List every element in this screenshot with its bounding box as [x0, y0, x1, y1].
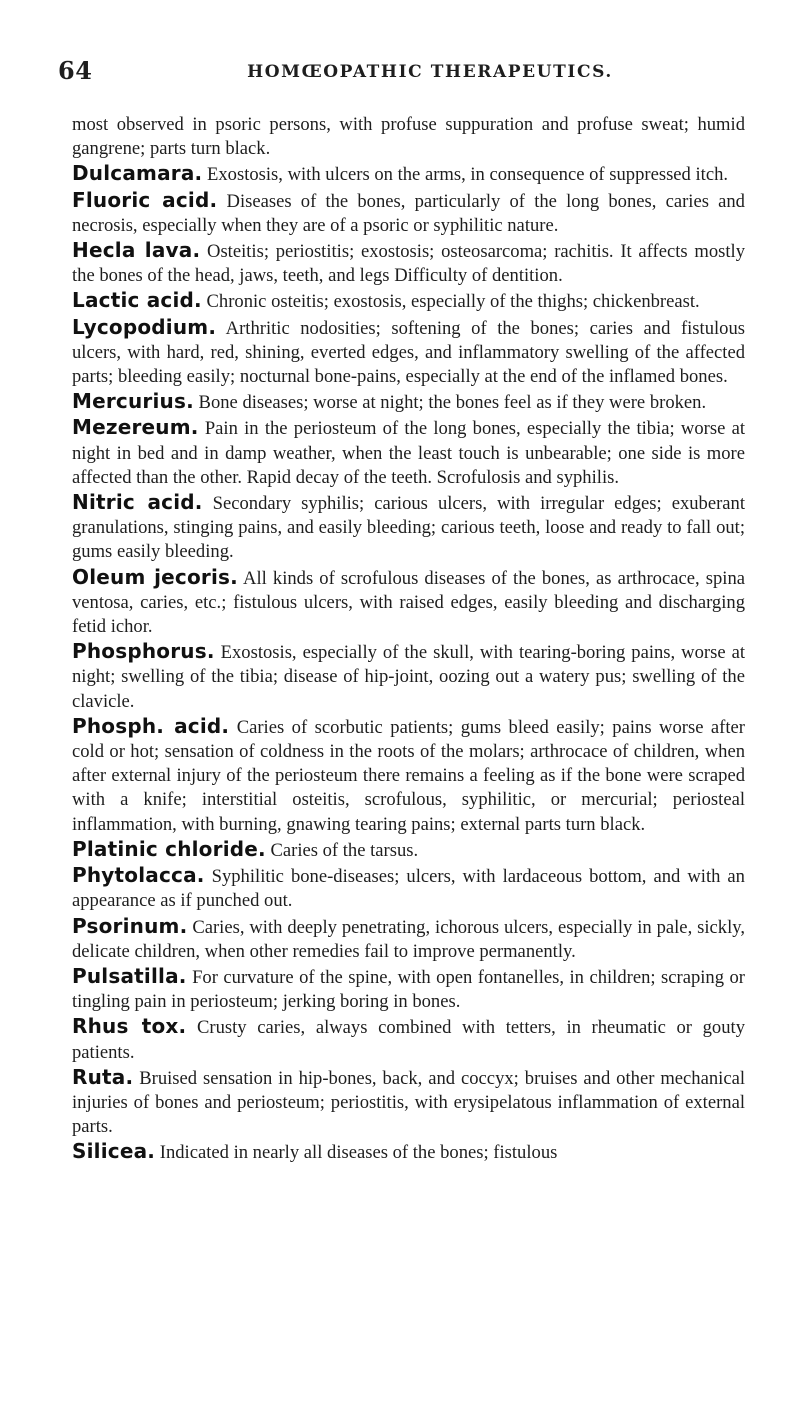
- continuation-paragraph: most observed in psoric persons, with profuse suppuration and profuse sweat; humid gangrene; parts turn black.: [72, 114, 745, 160]
- entry-text: Pain in the periosteum of the long bones, especially the tibia; worse at night in bed and in damp weather, when the least touch is unbearable; one side is more affected than the other. Rapid decay of the teeth. Scrofulosis and syphilis.: [72, 418, 745, 488]
- entry-fluoric-acid: [72, 188, 745, 238]
- remedy-name: Oleum jecoris.: [72, 564, 238, 589]
- remedy-name: Nitric acid.: [72, 490, 203, 515]
- entry-silicea: [72, 1139, 745, 1165]
- remedy-name: Phosph. acid.: [72, 713, 230, 738]
- remedy-name: Lactic acid.: [72, 288, 202, 313]
- entry-psorinum: [72, 914, 745, 964]
- remedy-name: Phytolacca.: [72, 863, 205, 888]
- entry-text: All kinds of scrofulous diseases of the bones, as arthrocace, spina ventosa, caries, etc.; fistulous ulcers, with raised edges, easily bleeding and discharging fetid ichor.: [72, 567, 745, 638]
- page-number: 64: [58, 56, 93, 85]
- remedy-name: Platinic chloride.: [72, 836, 266, 861]
- remedy-name: Pulsatilla.: [72, 963, 187, 988]
- entry-mezereum: [72, 415, 745, 490]
- remedy-name: Silicea.: [72, 1139, 156, 1164]
- entry-text: Diseases of the bones, particularly of the long bones, caries and necrosis, especially when they are of a psoric or syphilitic nature.: [72, 190, 745, 236]
- entry-text: Exostosis, especially of the skull, with tearing-boring pains, worse at night; swelling of the tibia; disease of hip-joint, oozing out a watery pus; swelling of the clavicle.: [72, 642, 745, 712]
- remedy-name: Ruta.: [72, 1064, 134, 1089]
- entry-phosphorus: [72, 639, 745, 714]
- entry-text: Indicated in nearly all diseases of the bones; fistulous: [159, 1142, 558, 1164]
- entry-lactic-acid: [72, 288, 745, 314]
- entry-text: Bone diseases; worse at night; the bones feel as if they were broken.: [198, 392, 707, 414]
- entry-text: Exostosis, with ulcers on the arms, in consequence of suppressed itch.: [207, 164, 729, 186]
- entry-text: Crusty caries, always combined with tetters, in rheumatic or gouty patients.: [72, 1017, 745, 1063]
- entry-text: Caries of the tarsus.: [270, 839, 419, 861]
- entry-text: Secondary syphilis; carious ulcers, with irregular edges; exuberant granulations, stinging pains, and easily bleeding; carious teeth, loose and ready to fall out; gums easily bleeding.: [72, 493, 746, 563]
- remedy-name: Lycopodium.: [72, 314, 217, 339]
- entry-text: Syphilitic bone-diseases; ulcers, with lardaceous bottom, and with an appearance as if punched out.: [72, 866, 745, 912]
- entry-nitric-acid: [72, 490, 745, 565]
- remedy-name: Fluoric acid.: [72, 187, 218, 212]
- entry-lycopodium: [72, 315, 745, 390]
- entry-text: Chronic osteitis; exostosis, especially of the thighs; chickenbreast.: [206, 291, 700, 313]
- running-head: [58, 56, 742, 86]
- entry-text: For curvature of the spine, with open fontanelles, in children; scraping or tingling pain in periosteum; jerking boring in bones.: [72, 966, 746, 1013]
- entry-platinic-chloride: [72, 837, 745, 863]
- entry-oleum-jecoris: [72, 565, 745, 640]
- remedy-name: Psorinum.: [72, 913, 188, 938]
- entry-pulsatilla: [72, 964, 745, 1014]
- entry-hecla-lava: [72, 238, 745, 288]
- entry-text: Caries, with deeply penetrating, ichorous ulcers, especially in pale, sickly, delicate children, when other remedies fail to improve permanently.: [72, 916, 745, 962]
- entry-phosph-acid: [72, 714, 745, 837]
- remedy-name: Dulcamara.: [72, 161, 203, 186]
- remedy-name: Rhus tox.: [72, 1014, 187, 1039]
- remedy-name: Mezereum.: [72, 415, 199, 440]
- entry-dulcamara: [72, 161, 745, 187]
- body-text: [72, 113, 745, 1166]
- remedy-name: Phosphorus.: [72, 639, 215, 664]
- entry-text: Caries of scorbutic patients; gums bleed easily; pains worse after cold or hot; sensation of coldness in the roots of the molars; arthrocace of children, when after external injury of the periosteum there remains a feeling as if the bone were scraped with a knife; interstitial osteitis, scrofulous, syphilitic, or mercurial; periosteal inflammation, with burning, gnawing tearing pains; external parts turn black.: [72, 716, 745, 835]
- entry-rhus-tox: [72, 1014, 745, 1064]
- entry-phytolacca: [72, 863, 745, 913]
- entry-text: Osteitis; periostitis; exostosis; osteosarcoma; rachitis. It affects mostly the bones of the head, jaws, teeth, and legs Difficulty of dentition.: [72, 241, 745, 287]
- entry-ruta: [72, 1065, 745, 1140]
- running-title: HOMŒOPATHIC THERAPEUTICS.: [247, 62, 613, 82]
- remedy-name: Hecla lava.: [72, 238, 201, 263]
- remedy-name: Mercurius.: [72, 389, 194, 414]
- entry-text: Arthritic nodosities; softening of the bones; caries and fistulous ulcers, with hard, red, shining, everted edges, and inflammatory swelling of the affected parts; bleeding easily; nocturnal bone-pains, especially at the end of the inflamed bones.: [72, 317, 745, 388]
- entry-mercurius: [72, 389, 745, 415]
- entry-text: Bruised sensation in hip-bones, back, and coccyx; bruises and other mechanical injuries of bones and periosteum; periostitis, with erysipelatous inflammation of external parts.: [72, 1067, 745, 1138]
